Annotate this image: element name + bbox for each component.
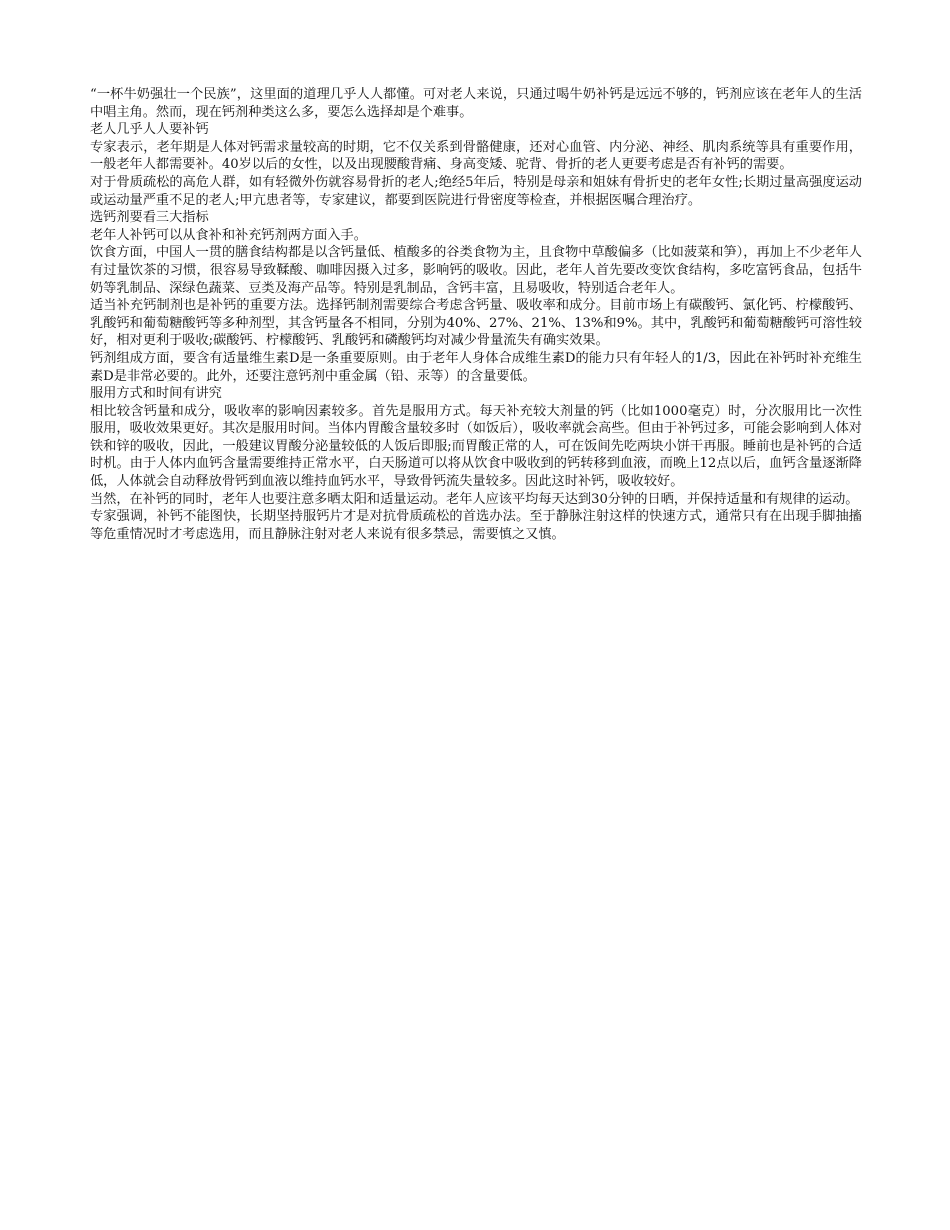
section-heading-timing: 服用方式和时间有讲究 [90, 386, 222, 402]
paragraph-high-risk-groups: 对于骨质疏松的高危人群，如有轻微外伤就容易骨折的老人;绝经5年后，特别是母亲和姐妹有骨折史的老年女性;长期过量高强度运动或运动量严重不足的老人;甲亢患者等，专家建议，都要到医院进行骨密度等检查，并根据医嘱合理治疗。 [90, 174, 862, 208]
paragraph-diet: 饮食方面，中国人一贯的膳食结构都是以含钙量低、植酸多的谷类食物为主，且食物中草酸偏多（比如菠菜和笋），再加上不少老年人有过量饮茶的习惯，很容易导致鞣酸、咖啡因摄入过多，影响钙的吸收。因此，老年人首先要改变饮食结构，多吃富钙食品，包括牛奶等乳制品、深绿色蔬菜、豆类及海产品等。特别是乳制品，含钙丰富，且易吸收，特别适合老年人。 [90, 245, 862, 296]
paragraph-long-term: 专家强调，补钙不能图快，长期坚持服钙片才是对抗骨质疏松的首选办法。至于静脉注射这样的快速方式，通常只有在出现手脚抽搐等危重情况时才考虑选用，而且静脉注射对老人来说有很多禁忌，需要慎之又慎。 [90, 509, 862, 542]
paragraph-supplement-types: 适当补充钙制剂也是补钙的重要方法。选择钙制剂需要综合考虑含钙量、吸收率和成分。目前市场上有碳酸钙、氯化钙、柠檬酸钙、乳酸钙和葡萄糖酸钙等多种剂型，其含钙量各不相同，分别为40%、27%、21%、13%和9%。其中，乳酸钙和葡萄糖酸钙可溶性较好，相对更利于吸收;碳酸钙、柠檬酸钙、乳酸钙和磷酸钙均对减少骨量流失有确实效果。 [90, 298, 862, 349]
paragraph-expert-advice: 专家表示，老年期是人体对钙需求量较高的时期，它不仅关系到骨骼健康，还对心血管、内分泌、神经、肌肉系统等具有重要作用，一般老年人都需要补。40岁以后的女性，以及出现腰酸背痛、身高变矮、驼背、骨折的老人更要考虑是否有补钙的需要。 [90, 139, 862, 173]
paragraph-two-approaches: 老年人补钙可以从食补和补充钙剂两方面入手。 [90, 227, 367, 243]
paragraph-vitamin-d: 钙剂组成方面，要含有适量维生素D是一条重要原则。由于老年人身体合成维生素D的能力只有年轻人的1/3，因此在补钙时补充维生素D是非常必要的。此外，还要注意钙剂中重金属（铅、汞等）的含量要低。 [90, 350, 862, 384]
paragraph-sun-exercise: 当然，在补钙的同时，老年人也要注意多晒太阳和适量运动。老年人应该平均每天达到30分钟的日晒，并保持适量和有规律的运动。 [90, 491, 859, 507]
document-body [90, 86, 862, 543]
intro-paragraph: “一杯牛奶强壮一个民族”，这里面的道理几乎人人都懂。可对老人来说，只通过喝牛奶补钙是远远不够的，钙剂应该在老年人的生活中唱主角。然而，现在钙剂种类这么多，要怎么选择却是个难事。 [90, 87, 862, 120]
section-heading-choosing-supplements: 选钙剂要看三大指标 [90, 210, 209, 226]
paragraph-absorption: 相比较含钙量和成分，吸收率的影响因素较多。首先是服用方式。每天补充较大剂量的钙（比如1000毫克）时，分次服用比一次性服用，吸收效果更好。其次是服用时间。当体内胃酸含量较多时（如饭后），吸收率就会高些。但由于补钙过多，可能会影响到人体对铁和锌的吸收，因此，一般建议胃酸分泌量较低的人饭后即服;而胃酸正常的人，可在饭间先吃两块小饼干再服。睡前也是补钙的合适时机。由于人体内血钙含量需要维持正常水平，白天肠道可以将从饮食中吸收到的钙转移到血液，而晚上12点以后，血钙含量逐渐降低，人体就会自动释放骨钙到血液以维持血钙水平，导致骨钙流失量较多。因此这时补钙，吸收较好。 [90, 403, 862, 490]
section-heading-calcium-need: 老人几乎人人要补钙 [90, 122, 209, 138]
